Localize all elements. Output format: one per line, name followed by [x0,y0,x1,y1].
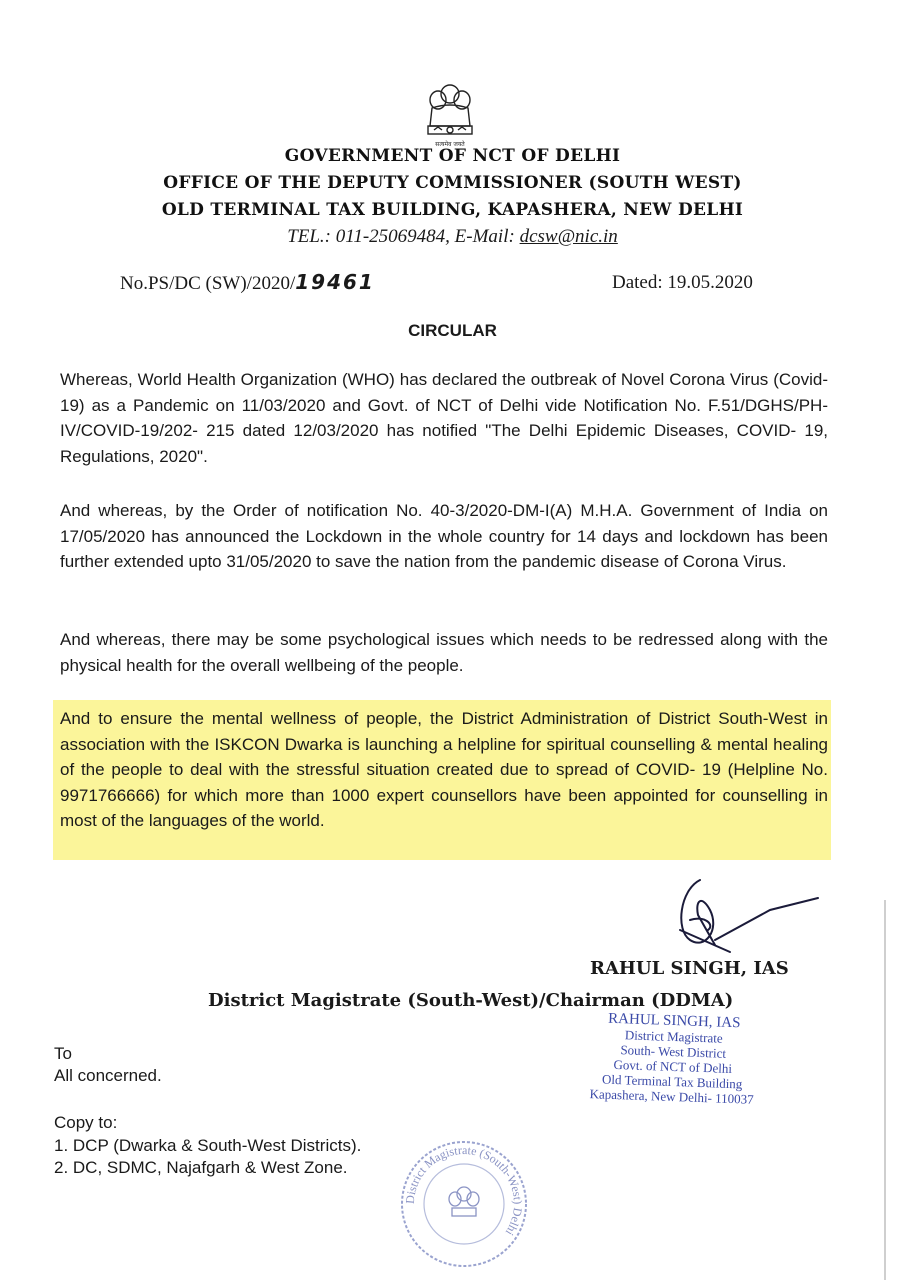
signatory-designation: District Magistrate (South-West)/Chairman (DDMA) [208,990,734,1011]
page-edge-shadow [884,900,886,1280]
national-emblem-icon [418,78,482,150]
paragraph-4-highlighted: And to ensure the mental wellness of people, the District Administration of District South-West in association with the ISKCON Dwarka is launching a helpline for spiritual counselling & mental healing of the people to deal with the stressful situation created due to spread of COVID- 19 (Helpline No. 9971766666) for which more than 1000 expert counsellors have been appointed for counselling in most of the languages of the world. [60,709,828,830]
svg-text:District Magistrate (South-Wes [403,1143,525,1239]
official-stamp [576,1011,769,1108]
paragraph-1: Whereas, World Health Organization (WHO) has declared the outbreak of Novel Corona Virus (Covid-19) as a Pandemic on 11/03/2020 and Govt. of NCT of Delhi vide Notification No. F.51/DGHS/PH-IV/COVID-19/202- 215 dated 12/03/2020 has notified "The Delhi Epidemic Diseases, COVID- 19, Regulations, 2020". [60,370,828,466]
paragraph-2: And whereas, by the Order of notification No. 40-3/2020-DM-I(A) M.H.A. Government of India on 17/05/2020 has announced the Lockdown in the whole country for 14 days and lockdown has been further extended upto 31/05/2020 to save the nation from the pandemic disease of Corona Virus. [60,501,828,571]
stamp-line-1: District Magistrate [624,1027,723,1046]
header-line-2: OFFICE OF THE DEPUTY COMMISSIONER (SOUTH WEST) [163,173,742,193]
seal-text: District Magistrate (South-West) Delhi [402,1142,526,1239]
contact-phone: TEL.: 011-25069484, E-Mail: [287,226,520,247]
copy-to-item: 1. DCP (Dwarka & South-West Districts). [54,1135,362,1155]
signatory-name: RAHUL SINGH, IAS [590,958,789,979]
stamp-line-2: South- West District [620,1042,727,1061]
document-title: CIRCULAR [408,321,497,340]
to-value: All concerned. [54,1066,162,1085]
header-line-3: OLD TERMINAL TAX BUILDING, KAPASHERA, NEW DELHI [161,200,744,220]
copy-to-label: Copy to: [54,1113,118,1132]
to-label: To [54,1044,72,1063]
stamp-line-4: Old Terminal Tax Building [601,1071,743,1092]
recipients-block [54,1043,162,1087]
contact-email[interactable]: dcsw@nic.in [519,226,618,247]
copy-to-block [54,1112,361,1180]
emblem-caption: सत्यमेव जयते [435,141,465,148]
contact-line [0,226,905,248]
copy-to-item: 2. DC, SDMC, Najafgarh & West Zone. [54,1158,348,1177]
stamp-name: RAHUL SINGH, IAS [607,1010,741,1032]
reference-prefix: No.PS/DC (SW)/2020/ [120,273,296,294]
stamp-line-3: Govt. of NCT of Delhi [613,1056,733,1077]
header-line-1: GOVERNMENT OF NCT OF DELHI [284,146,621,166]
paragraph-3: And whereas, there may be some psychological issues which needs to be redressed along with the physical health for the overall wellbeing of the people. [60,630,828,675]
reference-number [120,270,375,295]
stamp-line-5: Kapashera, New Delhi- 110037 [589,1086,754,1107]
reference-handwritten-number: 19461 [295,270,375,294]
handwritten-signature [660,870,820,965]
date: Dated: 19.05.2020 [612,272,753,293]
district-magistrate-seal [398,1138,530,1270]
